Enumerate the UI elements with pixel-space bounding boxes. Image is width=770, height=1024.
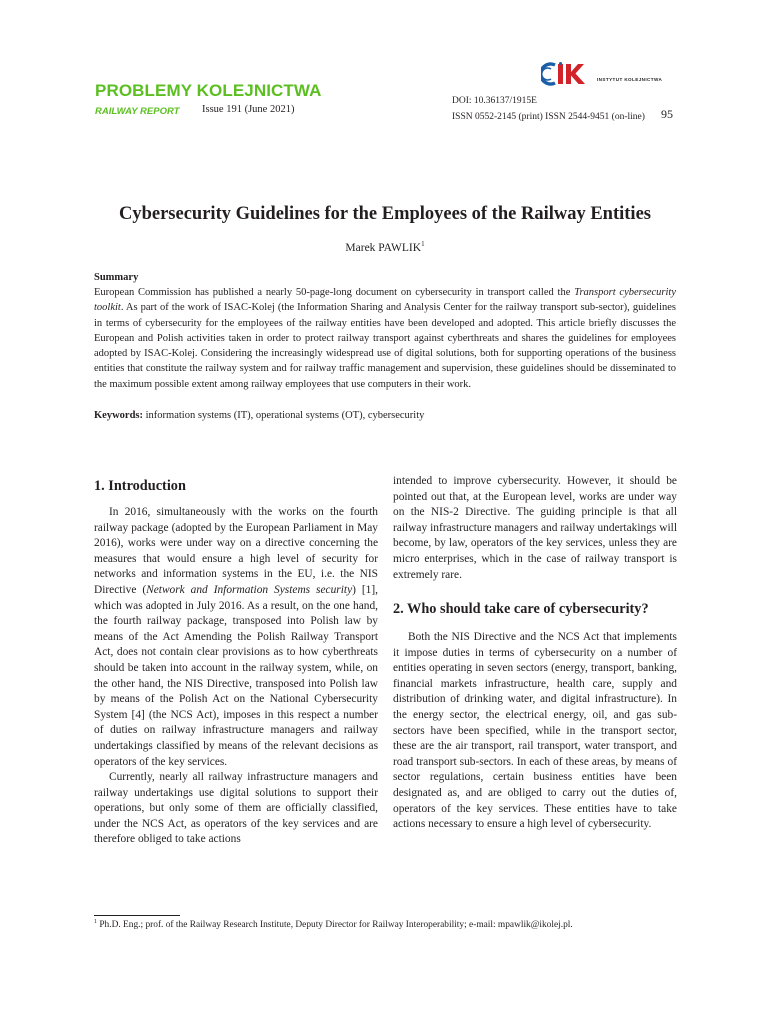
logo-mark-icon bbox=[541, 62, 597, 86]
section-1-heading: 1. Introduction bbox=[94, 478, 186, 494]
paragraph: intended to improve cybersecurity. However, it should be pointed out that, at the European level, works are under way on the NIS-2 Directive. The guiding principle is that all railway infrastructure managers and railway undertakings will become, by law, operators of the key services, unless they are micro enterprises, which in the case of railway transport is extremely rare. bbox=[393, 475, 677, 581]
keywords-value: information systems (IT), operational systems (OT), cybersecurity bbox=[143, 410, 425, 421]
summary-heading: Summary bbox=[94, 272, 139, 283]
issue-label: Issue 191 (June 2021) bbox=[202, 104, 295, 115]
left-column bbox=[94, 505, 378, 848]
page-number: 95 bbox=[661, 107, 673, 121]
keywords bbox=[94, 410, 424, 421]
institute-logo bbox=[541, 62, 676, 86]
section-2-heading: 2. Who should take care of cybersecurity? bbox=[393, 601, 649, 617]
journal-subtitle: RAILWAY REPORT bbox=[95, 106, 180, 117]
summary-italic: Transport cybersecurity toolkit bbox=[94, 287, 676, 314]
article-title: Cybersecurity Guidelines for the Employees of the Railway Entities bbox=[118, 204, 651, 224]
author-name: Marek PAWLIK bbox=[345, 241, 422, 254]
footnote-text: Ph.D. Eng.; prof. of the Railway Research Institute, Deputy Director for Railway Interoperability; e-mail: mpawlik@ikolej.pl. bbox=[97, 920, 573, 931]
author-line bbox=[0, 240, 770, 254]
right-column-top bbox=[393, 474, 677, 583]
paragraph: In 2016, simultaneously with the works on the fourth railway package (adopted by the European Parliament in May 2016), works were under way on a directive concerning the measures that would ensure a high level of security for networks and information systems in the EU, i.e. the NIS Directive (Network and Information Systems security) [1], which was adopted in July 2016. As a result, on the one hand, the fourth railway package, transposed into Polish law by means of the Act Amending the Polish Railway Transport Act, does not contain clear provisions as to how cyberthreats should be taken into account in the railway system, while, on the other hand, the NIS Directive, transposed into Polish law by means of the Polish Act on the National Cybersecurity System [4] (the NCS Act), imposes in this respect a number of duties on railway infrastructure managers and railway undertakings classified by means of the relevant decisions as operators of the key services. bbox=[94, 506, 378, 768]
author-footnote-mark: 1 bbox=[421, 240, 425, 248]
doi-label: DOI: 10.36137/1915E bbox=[452, 96, 537, 106]
paragraph: Currently, nearly all railway infrastructure managers and railway undertakings use digital solutions to support their operations, but only some of them are officially classified, under the NCS Act, as operators of the key services and are therefore obliged to take actions bbox=[94, 771, 378, 846]
footnote bbox=[94, 919, 573, 930]
logo-tagline: INSTYTUT KOLEJNICTWA bbox=[597, 77, 663, 82]
journal-title: PROBLEMY KOLEJNICTWA bbox=[95, 81, 322, 100]
footnote-mark: 1 bbox=[94, 919, 97, 925]
issn-label: ISSN 0552-2145 (print) ISSN 2544-9451 (on-line) bbox=[452, 112, 645, 122]
footnote-divider bbox=[94, 915, 180, 916]
keywords-label: Keywords: bbox=[94, 410, 143, 421]
summary-text: European Commission has published a nearly 50-page-long document on cybersecurity in transport called the Transport cybersecurity toolkit. As part of the work of ISAC-Kolej (the Information Sharing and Analysis Center for the railway transport sub-sector), guidelines in terms of cybersecurity for the employees of the railway entities have been developed and adopted. This article briefly discusses the European and Polish activities taken in order to protect railway transport against cyberthreats and shares the guidelines for employees adopted by ISAC-Kolej. Considering the increasingly widespread use of digital solutions, both for supporting operations of the business entities that constitute the railway system and for railway traffic management and supervision, these guidelines should be disseminated to the maximum possible extent among railway employees that use computers in their work. bbox=[94, 287, 676, 390]
right-column-bottom bbox=[393, 630, 677, 833]
paragraph: Both the NIS Directive and the NCS Act that implements it impose duties in terms of cybersecurity on a number of entities operating in seven sectors (energy, transport, banking, financial markets infrastructure, health care, supply and distribution of drinking water, and digital infrastructure). In the energy sector, the electrical energy, oil, and gas sub-sectors have been specified, while in the transport sector, these are the air transport, rail transport, water transport, and road transport sub-sectors. In each of these areas, by means of sector regulations, certain business entities have been designated as, and are obliged to carry out the duties of, operators of the key services. These entities have to take actions necessary to ensure a high level of cybersecurity. bbox=[393, 631, 677, 831]
